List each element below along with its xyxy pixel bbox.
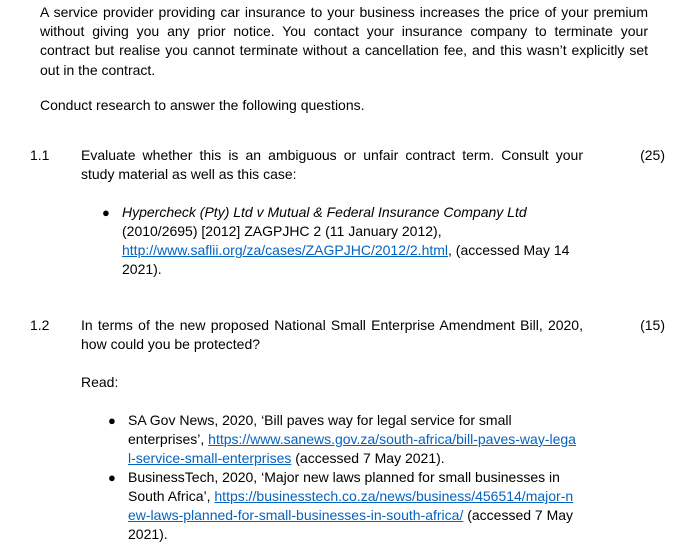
list-item: [108, 468, 578, 544]
bullet-icon: ●: [108, 470, 116, 485]
question-1-2-number: 1.2: [30, 317, 50, 333]
case-name: Hypercheck (Pty) Ltd v Mutual & Federal Insurance Company Ltd: [122, 204, 527, 220]
bullet-icon: ●: [102, 205, 110, 220]
reference-accessed: (accessed 7 May 2021).: [128, 507, 574, 542]
case-link[interactable]: http://www.saflii.org/za/cases/ZAGPJHC/2012/2.html: [122, 242, 449, 258]
instruction-text: Conduct research to answer the following questions.: [40, 97, 365, 113]
question-1-2-text: In terms of the new proposed National Small Enterprise Amendment Bill, 2020, how could you be protected?: [81, 317, 583, 352]
reference-text: BusinessTech, 2020, ‘Major new laws planned for small businesses in South Africa’,: [128, 469, 560, 504]
reference-link[interactable]: https://www.sanews.gov.za/south-africa/bill-paves-way-legal-service-small-enterprises: [128, 431, 576, 466]
list-item: [108, 411, 578, 468]
reference-text: SA Gov News, 2020, ‘Bill paves way for legal service for small enterprises’,: [128, 412, 512, 447]
question-1-1-marks: (25): [640, 147, 665, 163]
intro-paragraph: A service provider providing car insurance to your business increases the price of your premium without giving you any prior notice. You contact your insurance company to terminate your contract but realise you cannot terminate without a cancellation fee, and this wasn’t explicitly set out in the contract.: [40, 4, 648, 78]
question-1-1-reference-list: [102, 203, 587, 279]
question-1-2-marks: (15): [640, 317, 665, 333]
question-1-1-number: 1.1: [30, 147, 50, 163]
case-citation: (2010/2695) [2012] ZAGPJHC 2 (11 January 2012),: [122, 223, 442, 239]
list-item: [102, 203, 587, 279]
question-1-2-reference-list: [108, 411, 578, 544]
reference-accessed: (accessed 7 May 2021).: [291, 450, 445, 466]
read-label: Read:: [81, 374, 119, 390]
bullet-icon: ●: [108, 413, 116, 428]
case-accessed: , (accessed May 14 2021).: [122, 242, 570, 277]
question-1-1-text: Evaluate whether this is an ambiguous or unfair contract term. Consult your study material as well as this case:: [81, 147, 583, 182]
reference-link[interactable]: https://businesstech.co.za/news/business/456514/major-new-laws-planned-for-small-businesses-in-south-africa/: [128, 488, 574, 523]
